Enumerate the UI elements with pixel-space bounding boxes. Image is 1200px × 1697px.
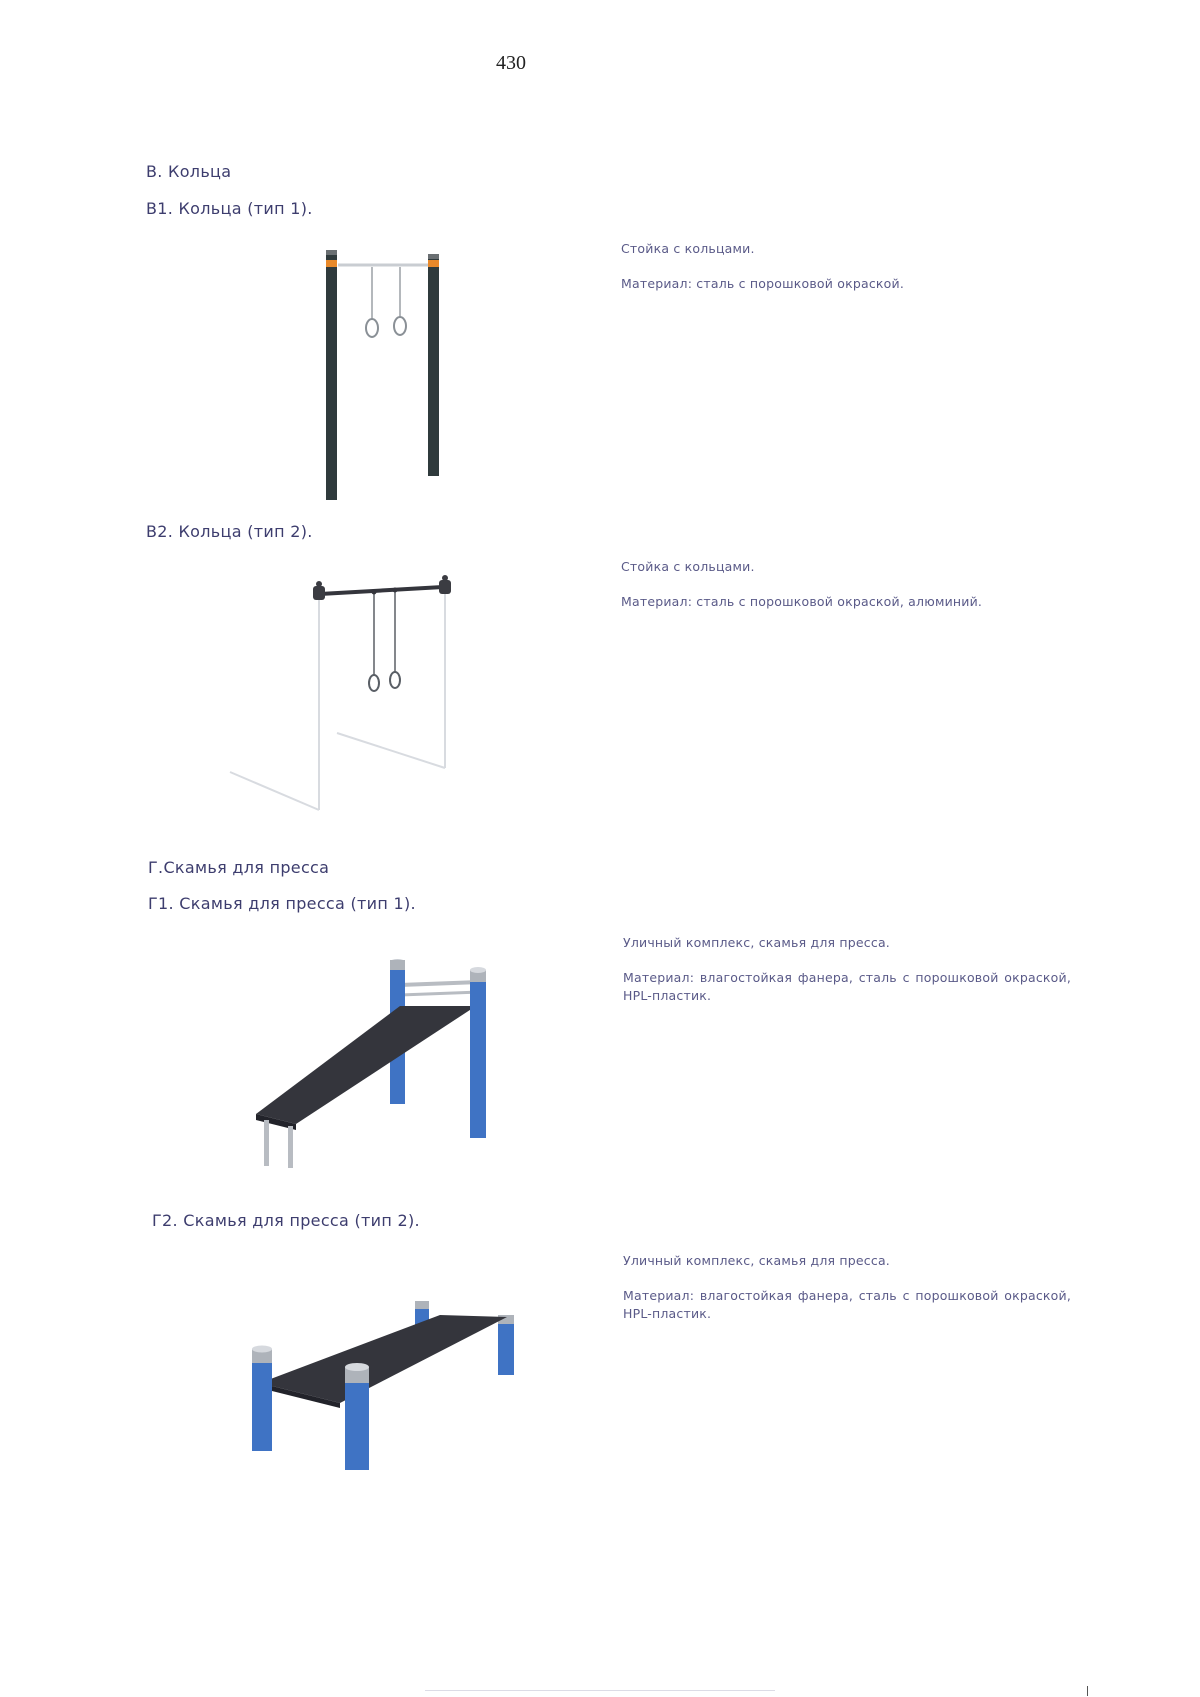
- ab-bench-type2-icon: [245, 1295, 525, 1475]
- section-heading-rings: В. Кольца: [146, 162, 232, 181]
- item-description: Уличный комплекс, скамья для пресса.: [623, 935, 890, 950]
- item-title-rings-type1: В1. Кольца (тип 1).: [146, 199, 313, 218]
- ab-bench-type1-icon: [250, 950, 520, 1170]
- item-material: Материал: сталь с порошковой окраской.: [621, 276, 905, 291]
- item-description: Уличный комплекс, скамья для пресса.: [623, 1253, 890, 1268]
- footer-divider: [425, 1690, 775, 1691]
- rings-stand-type1-icon: [300, 240, 470, 505]
- item-description: Стойка с кольцами.: [621, 559, 755, 574]
- rings-stand-type2-icon: [225, 570, 465, 820]
- item-title-ab-bench-type2: Г2. Скамья для пресса (тип 2).: [152, 1211, 420, 1230]
- page-number: 430: [496, 52, 526, 74]
- item-material: Материал: влагостойкая фанера, сталь с порошковой окраской, HPL-пластик.: [623, 1288, 1071, 1321]
- footer-tick: [1087, 1686, 1088, 1696]
- item-text-rings-type1: [621, 240, 1051, 310]
- item-material: Материал: влагостойкая фанера, сталь с порошковой окраской, HPL-пластик.: [623, 970, 1071, 1003]
- item-title-ab-bench-type1: Г1. Скамья для пресса (тип 1).: [148, 894, 416, 913]
- item-description: Стойка с кольцами.: [621, 241, 755, 256]
- section-heading-ab-bench: Г.Скамья для пресса: [148, 858, 330, 877]
- item-material: Материал: сталь с порошковой окраской, алюминий.: [621, 594, 983, 609]
- item-text-ab-bench-type1: [623, 934, 1071, 1022]
- item-text-rings-type2: [621, 558, 1051, 628]
- item-title-rings-type2: В2. Кольца (тип 2).: [146, 522, 313, 541]
- item-text-ab-bench-type2: [623, 1252, 1071, 1340]
